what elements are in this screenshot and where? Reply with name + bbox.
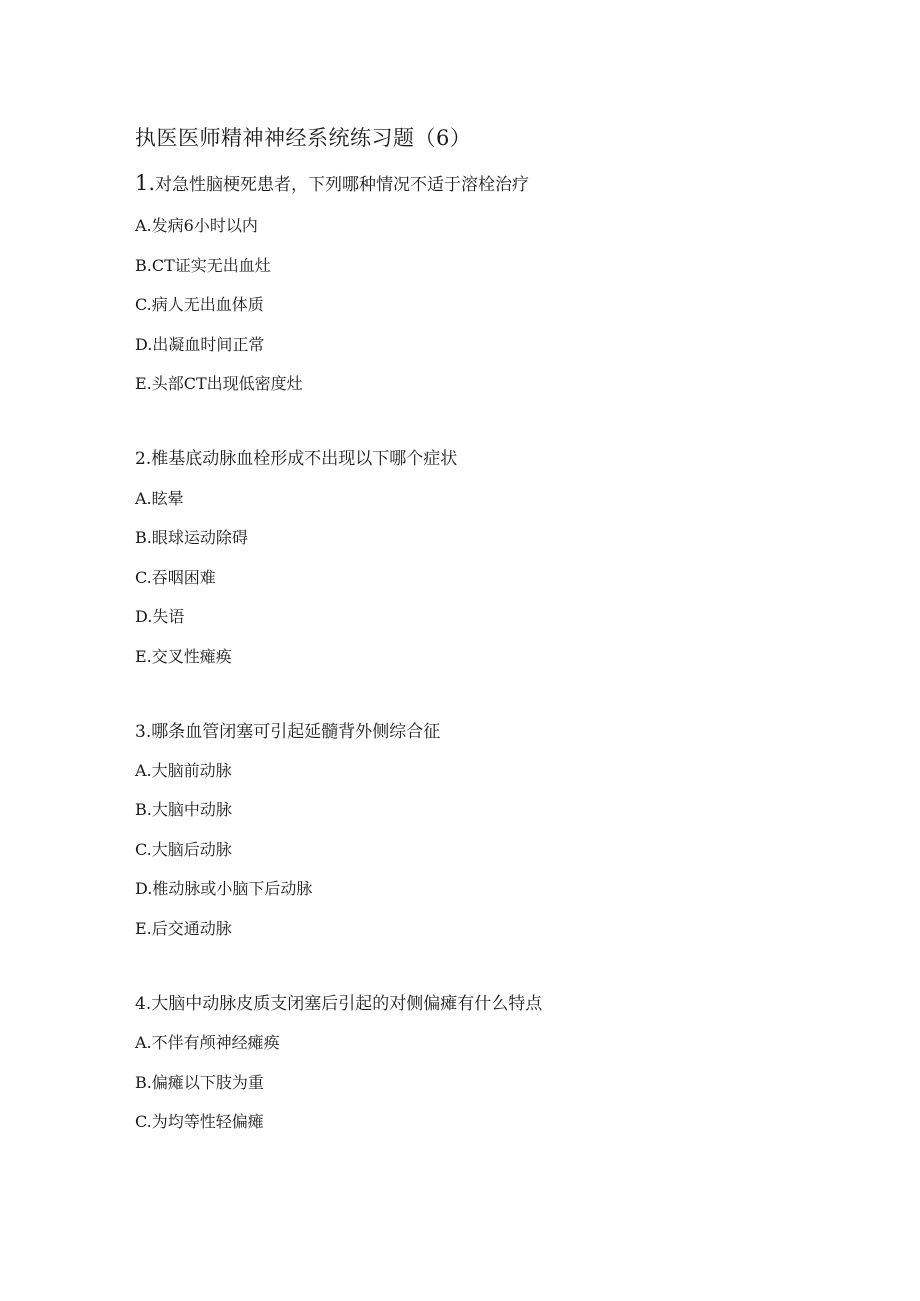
question-2-number: 2. [135, 449, 152, 469]
question-1-stem [135, 171, 529, 197]
question-2-option-c: C.吞咽困难 [135, 568, 216, 587]
question-3-text: 哪条血管闭塞可引起延髓背外侧综合征 [151, 722, 441, 742]
question-2-text: 椎基底动脉血栓形成不出现以下哪个症状 [151, 449, 458, 469]
question-1-option-a: A.发病6小时以内 [135, 216, 258, 235]
question-4-stem [135, 992, 542, 1016]
question-3-option-e: E.后交通动脉 [135, 919, 232, 938]
question-1-option-e: E.头部CT出现低密度灶 [135, 374, 303, 393]
question-4-option-c: C.为均等性轻偏瘫 [135, 1112, 264, 1131]
question-1-text: 对急性脑梗死患者，下列哪种情况不适于溶栓治疗 [155, 175, 530, 195]
question-3-option-d: D.椎动脉或小脑下后动脉 [135, 879, 313, 898]
question-1-option-c: C.病人无出血体质 [135, 295, 264, 314]
question-2-stem [135, 447, 457, 471]
question-2-option-a: A.眩晕 [135, 489, 184, 508]
question-3-stem [135, 720, 440, 744]
question-3-number: 3. [135, 722, 152, 742]
question-4-option-b: B.偏瘫以下肢为重 [135, 1073, 264, 1092]
question-2-option-b: B.眼球运动除碍 [135, 528, 248, 547]
question-3-option-c: C.大脑后动脉 [135, 840, 232, 859]
question-3-option-a: A.大脑前动脉 [135, 761, 232, 780]
question-1-option-b: B.CT证实无出血灶 [135, 256, 271, 275]
question-2-option-e: E.交叉性瘫痪 [135, 647, 232, 666]
question-4-text: 大脑中动脉皮质支闭塞后引起的对侧偏瘫有什么特点 [151, 994, 543, 1014]
question-2-option-d: D.失语 [135, 607, 185, 626]
question-4-option-a: A.不伴有颅神经瘫痪 [135, 1033, 280, 1052]
question-1-option-d: D.出凝血时间正常 [135, 335, 265, 354]
question-4-number: 4. [135, 994, 152, 1014]
question-3-option-b: B.大脑中动脉 [135, 800, 232, 819]
document-title: 执医医师精神神经系统练习题（6） [135, 126, 472, 150]
question-1-number: 1. [135, 171, 156, 195]
